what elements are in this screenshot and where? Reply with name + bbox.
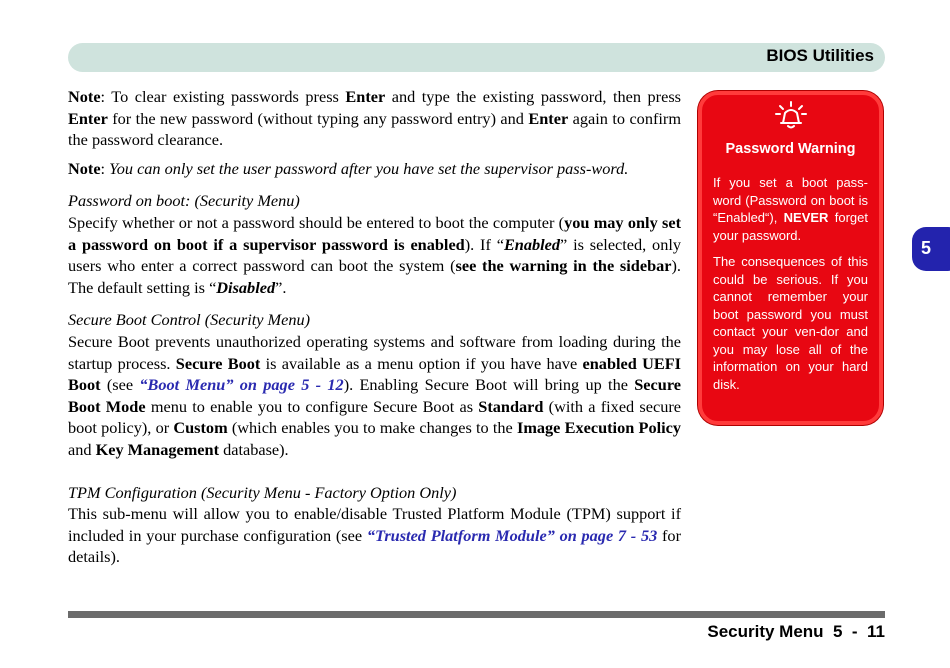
key-enter: Enter (528, 108, 569, 128)
page-header-bar (68, 43, 885, 72)
text: This sub-menu will allow you to enable/disable Trusted Platform Module (TPM) support if included in your purchase configuration (see (68, 504, 681, 545)
password-warning-sidebar (698, 91, 883, 425)
text: ). If “ (464, 234, 504, 254)
password-on-boot-body (68, 212, 681, 298)
footer-rule (68, 611, 885, 618)
note-clear-passwords (68, 86, 681, 151)
section-heading-password-on-boot: Password on boot: (Security Menu) (68, 191, 300, 211)
note-label: Note (68, 87, 101, 106)
chapter-tab (912, 227, 950, 271)
bold-text: enabled UEFI Boot (68, 353, 681, 395)
bold-text: Secure Boot (175, 353, 261, 373)
never-emphasis: NEVER (783, 210, 829, 225)
key-enter: Enter (345, 87, 386, 106)
key-enter: Enter (68, 108, 108, 128)
text: Secure Boot prevents unauthorized operating systems and software from loading during the startup process. (68, 331, 681, 373)
tpm-body (68, 503, 681, 568)
note-user-password (68, 158, 681, 180)
text: ” is selected, only users who enter a correct password can boot the system ( (68, 234, 682, 276)
text: is available as a menu option if you have have (260, 353, 583, 373)
main-content (68, 86, 681, 568)
section-heading-secure-boot: Secure Boot Control (Security Menu) (68, 310, 311, 330)
chapter-number: 5 (921, 238, 932, 258)
text: (which enables you to make changes to the (227, 418, 517, 438)
text: again to confirm the password clearance. (68, 108, 681, 150)
text: : (100, 158, 110, 178)
bold-text: Key Management (95, 439, 220, 459)
sidebar-paragraph-2: The consequences of this could be serious. If you cannot remember your boot password you must contact your ven-dor and you may lose all of the information on your hard disk. (713, 254, 868, 392)
text: : To clear existing passwords press (100, 87, 346, 106)
enabled-value: Enabled (503, 234, 561, 254)
text: and type the existing password, then press (385, 87, 681, 106)
text: If you set a boot pass-word (Password on boot is “Enabled“), (713, 175, 868, 225)
bold-text: Image Execution Policy (517, 418, 681, 438)
text: database). (219, 439, 289, 459)
footer-page-label: Security Menu 5 - 11 (707, 622, 885, 641)
secure-boot-body (68, 331, 681, 461)
section-heading-tpm: TPM Configuration (Security Menu - Factory Option Only) (68, 482, 457, 502)
bold-text: you may only set a password on boot if a supervisor password is enabled (68, 212, 681, 254)
disabled-value: Disabled (216, 277, 276, 297)
header-title: BIOS Utilities (766, 46, 874, 65)
tpm-link[interactable]: “Trusted Platform Module” on page 7 - 53 (366, 525, 658, 545)
bold-text: Secure Boot Mode (68, 375, 681, 416)
text: forget your password. (713, 210, 869, 243)
warning-bell-icon (774, 101, 808, 129)
text: ). The default setting is “ (68, 256, 681, 297)
note-label: Note (68, 158, 101, 178)
boot-menu-link[interactable]: “Boot Menu” on page 5 - 12 (139, 375, 344, 395)
bold-text: see the warning in the sidebar (455, 256, 672, 276)
sidebar-title: Password Warning (725, 141, 856, 157)
text: ”. (275, 277, 287, 297)
text: for the new password (without typing any password entry) and (107, 108, 529, 128)
bold-text: Standard (478, 396, 544, 416)
italic-text: You can only set the user password after you have set the supervisor pass-word. (109, 158, 629, 178)
text: ). Enabling Secure Boot will bring up the (343, 375, 635, 395)
text: (see (100, 375, 140, 395)
text: (with a fixed secure boot policy), or (68, 396, 682, 438)
bold-text: Custom (173, 418, 228, 438)
sidebar-paragraph-1 (713, 174, 868, 244)
text: menu to enable you to configure Secure Boot as (145, 396, 479, 416)
text: for details). (68, 525, 681, 567)
text: Specify whether or not a password should be entered to boot the computer ( (68, 212, 565, 232)
text: and (68, 439, 96, 459)
